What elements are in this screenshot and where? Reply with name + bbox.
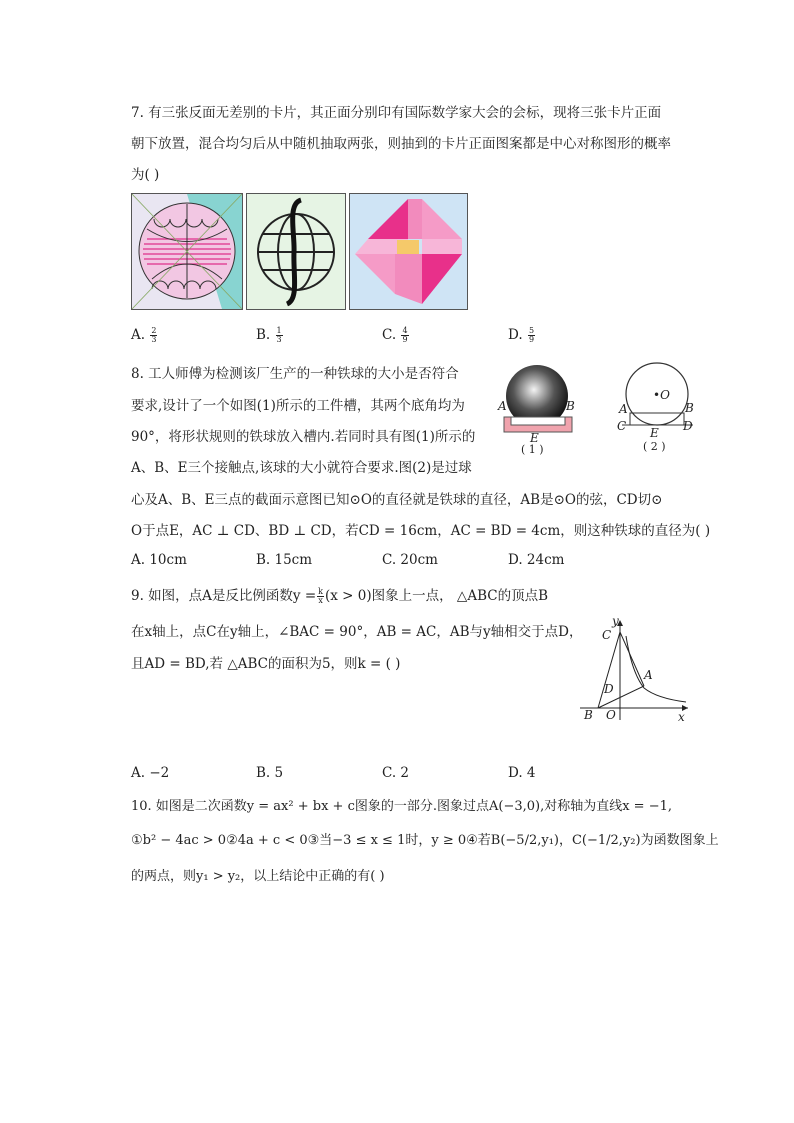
- q7-line-1: 7. 有三张反面无差别的卡片，其正面分别印有国际数学家大会的会标，现将三张卡片正面: [131, 105, 662, 121]
- q9-option-c: C. 2: [382, 765, 410, 781]
- q7-option-b: [256, 326, 284, 344]
- q8-line-5: 心及A、B、E三点的截面示意图已知⊙O的直径就是铁球的直径，AB是⊙O的弦，CD切⊙: [131, 492, 663, 508]
- numerator: k: [318, 587, 324, 596]
- q8-option-c: C. 20cm: [382, 552, 438, 568]
- q7-line-2: 朝下放置，混合均匀后从中随机抽取两张，则抽到的卡片正面图案都是中心对称图形的概率: [131, 136, 671, 152]
- q9-option-b: B. 5: [256, 765, 284, 781]
- denominator: 9: [528, 335, 535, 344]
- fig2-label-o: •O: [653, 388, 670, 402]
- fig9-label-o: O: [606, 708, 616, 722]
- denominator: 3: [276, 335, 282, 344]
- fig9-label-a: A: [644, 668, 653, 682]
- q8-line-3: 90°，将形状规则的铁球放入槽内.若同时具有图(1)所示的: [131, 429, 476, 445]
- fig1-label-a: A: [498, 399, 507, 413]
- option-label: B.: [256, 327, 271, 343]
- q9-option-d: D. 4: [508, 765, 536, 781]
- q8-figure-1: [496, 362, 580, 458]
- q9-line-1-start: 9. 如图，点A是反比例函数y =: [131, 588, 317, 604]
- fig1-label-e: E: [530, 431, 539, 445]
- fraction: [528, 327, 535, 344]
- fig2-label-e: E: [650, 426, 659, 440]
- numerator: 1: [276, 326, 282, 335]
- numerator: 4: [402, 326, 408, 335]
- q10-line-2: ①b² − 4ac > 0②4a + c < 0③当−3 ≤ x ≤ 1时，y ≥ 0④若B(−5/2,y₁)，C(−1/2,y₂)为函数图象上: [131, 833, 719, 848]
- q9-line-1-end: (x > 0)图象上一点， △ABC的顶点B: [325, 588, 548, 604]
- numerator: 5: [528, 326, 535, 335]
- fig9-label-b: B: [584, 708, 593, 722]
- q8-option-b: B. 15cm: [256, 552, 313, 568]
- fraction: [276, 327, 283, 344]
- fig9-label-y: y: [612, 614, 619, 628]
- card-2-image: [246, 193, 346, 310]
- numerator: 2: [151, 326, 157, 335]
- fig9-label-x: x: [678, 710, 685, 724]
- q10-line-1: 10. 如图是二次函数y = ax² + bx + c图象的一部分.图象过点A(−3,0),对称轴为直线x = −1,: [131, 799, 672, 814]
- q9-figure: [578, 616, 694, 726]
- fraction: [150, 327, 157, 344]
- denominator: 9: [402, 335, 408, 344]
- q8-line-6: O于点E，AC ⊥ CD、BD ⊥ CD，若CD = 16cm，AC = BD = 4cm，则这种铁球的直径为( ): [131, 523, 711, 539]
- q8-option-d: D. 24cm: [508, 552, 565, 568]
- q9-option-a: A. −2: [131, 765, 170, 781]
- q7-option-c: [382, 326, 410, 344]
- option-label: C.: [382, 327, 397, 343]
- fig2-label-b: B: [685, 401, 694, 415]
- q7-line-3: 为( ): [131, 167, 160, 183]
- q9-line-3: 且AD = BD,若 △ABC的面积为5，则k = ( ): [131, 656, 401, 672]
- fig2-label-d: D: [683, 419, 693, 433]
- q8-line-4: A、B、E三个接触点,该球的大小就符合要求.图(2)是过球: [131, 460, 472, 476]
- card-1-image: [131, 193, 243, 310]
- q9-line-1: [131, 586, 548, 606]
- fig2-label-a: A: [619, 402, 628, 416]
- q8-option-a: A. 10cm: [131, 552, 187, 568]
- fraction-k-over-x: [317, 588, 324, 605]
- q7-option-a: [131, 326, 158, 344]
- option-label: A.: [131, 327, 146, 343]
- denominator: x: [318, 596, 323, 605]
- fig2-label-c: C: [617, 419, 627, 433]
- denominator: 3: [151, 335, 157, 344]
- q8-figure-2: [613, 362, 699, 458]
- card-3-image: [349, 193, 468, 310]
- q8-line-2: 要求,设计了一个如图(1)所示的工件槽，其两个底角均为: [131, 398, 465, 414]
- fig9-label-d: D: [604, 682, 614, 696]
- q8-line-1: 8. 工人师傅为检测该厂生产的一种铁球的大小是否符合: [131, 366, 459, 382]
- fig1-label-b: B: [566, 399, 575, 413]
- fig9-label-c: C: [602, 628, 612, 642]
- q7-option-d: [508, 326, 536, 344]
- q9-line-2: 在x轴上，点C在y轴上，∠BAC = 90°，AB = AC，AB与y轴相交于点D，: [131, 624, 583, 640]
- fraction: [401, 327, 408, 344]
- option-label: D.: [508, 327, 523, 343]
- fig1-caption: ( 1 ): [521, 443, 544, 456]
- q10-line-3: 的两点，则y₁ > y₂，以上结论中正确的有( ): [131, 869, 385, 884]
- fig2-caption: ( 2 ): [643, 440, 666, 453]
